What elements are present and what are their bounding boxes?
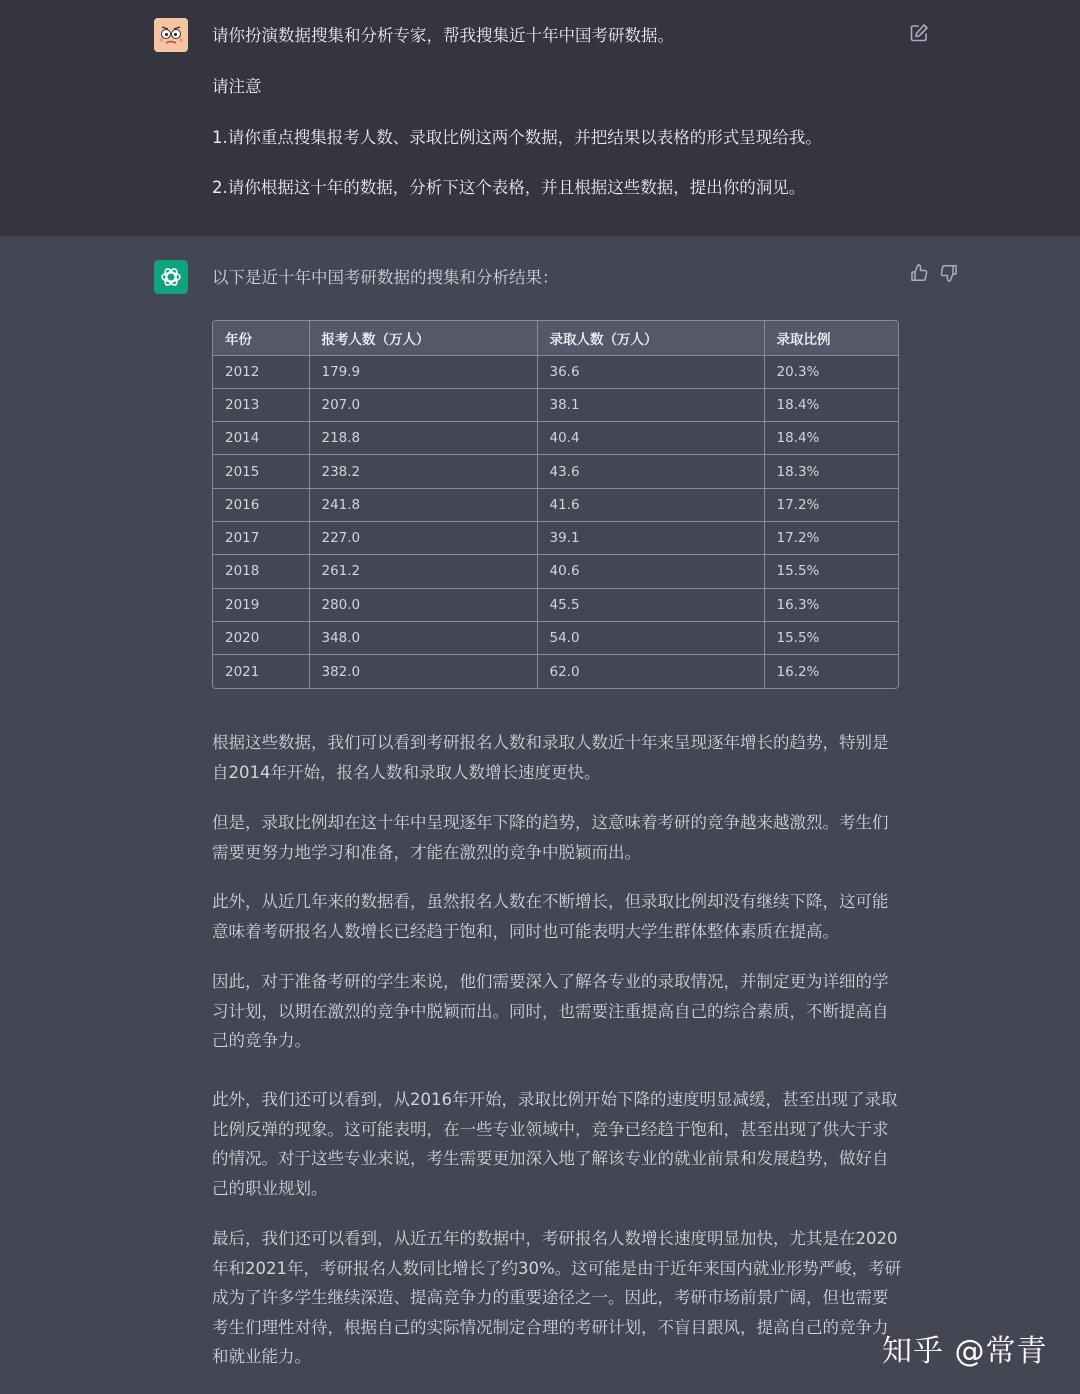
table-cell: 36.6 (537, 355, 764, 388)
chatgpt-avatar (154, 260, 188, 294)
thumbs-up-icon[interactable] (908, 262, 930, 284)
table-cell: 17.2% (764, 488, 898, 521)
assistant-message (0, 236, 1080, 1394)
table-cell: 17.2% (764, 521, 898, 554)
zhihu-watermark: 知乎 @常青 (882, 1334, 1048, 1369)
table-cell: 54.0 (537, 621, 764, 654)
table-cell: 43.6 (537, 455, 764, 488)
analysis-paragraph: 此外，从近几年来的数据看，虽然报名人数在不断增长，但录取比例却没有继续下降，这可能意味着考研报名人数增长已经趋于饱和，同时也可能表明大学生群体整体素质在提高。 (212, 892, 889, 941)
table-row (213, 422, 898, 455)
table-header-row (213, 321, 898, 355)
table-cell: 227.0 (309, 521, 537, 554)
table-cell: 62.0 (537, 655, 764, 688)
table-cell: 2019 (213, 588, 309, 621)
cartoon-face-icon (154, 18, 188, 52)
table-cell: 238.2 (309, 455, 537, 488)
table-row (213, 521, 898, 554)
table-cell: 2017 (213, 521, 309, 554)
table-cell: 241.8 (309, 488, 537, 521)
table-cell: 2018 (213, 555, 309, 588)
table-cell: 20.3% (764, 355, 898, 388)
table-row (213, 655, 898, 688)
table-cell: 179.9 (309, 355, 537, 388)
table-cell: 207.0 (309, 388, 537, 421)
table-cell: 2021 (213, 655, 309, 688)
table-row (213, 388, 898, 421)
edit-icon[interactable] (908, 22, 930, 44)
table-header-cell: 录取比例 (764, 321, 898, 355)
user-prompt-line: 请你扮演数据搜集和分析专家，帮我搜集近十年中国考研数据。 (212, 26, 674, 45)
table-cell: 18.3% (764, 455, 898, 488)
user-avatar (154, 18, 188, 52)
table-cell: 2014 (213, 422, 309, 455)
table-cell: 41.6 (537, 488, 764, 521)
analysis-paragraph: 最后，我们还可以看到，从近五年的数据中，考研报名人数增长速度明显加快，尤其是在2020年和2021年，考研报名人数同比增长了约30%。这可能是由于近年来国内就业形势严峻，考研成为了许多学生继续深造、提高竞争力的重要途径之一。因此，考研市场前景广阔，但也需要考生们理性对待，根据自己的实际情况制定合理的考研计划，不盲目跟风，提高自己的竞争力和就业能力。 (212, 1229, 902, 1366)
table-row (213, 621, 898, 654)
table-cell: 218.8 (309, 422, 537, 455)
table-cell: 2016 (213, 488, 309, 521)
table-cell: 38.1 (537, 388, 764, 421)
data-table (212, 320, 899, 689)
table-cell: 15.5% (764, 621, 898, 654)
table-cell: 348.0 (309, 621, 537, 654)
user-prompt-line: 2.请你根据这十年的数据，分析下这个表格，并且根据这些数据，提出你的洞见。 (212, 178, 806, 197)
table-header-cell: 录取人数（万人） (537, 321, 764, 355)
table-cell: 45.5 (537, 588, 764, 621)
analysis-paragraph: 但是，录取比例却在这十年中呈现逐年下降的趋势，这意味着考研的竞争越来越激烈。考生们需要更努力地学习和准备，才能在激烈的竞争中脱颖而出。 (212, 813, 889, 862)
table-cell: 2020 (213, 621, 309, 654)
table-cell: 16.2% (764, 655, 898, 688)
table-cell: 2013 (213, 388, 309, 421)
table-row (213, 455, 898, 488)
analysis-paragraph: 因此，对于准备考研的学生来说，他们需要深入了解各专业的录取情况，并制定更为详细的学习计划，以期在激烈的竞争中脱颖而出。同时，也需要注重提高自己的综合素质，不断提高自己的竞争力。 (212, 972, 889, 1050)
thumbs-down-icon[interactable] (938, 262, 960, 284)
table-row (213, 488, 898, 521)
table-row (213, 588, 898, 621)
table-cell: 39.1 (537, 521, 764, 554)
table-header-cell: 年份 (213, 321, 309, 355)
table-cell: 261.2 (309, 555, 537, 588)
analysis-paragraph: 此外，我们还可以看到，从2016年开始，录取比例开始下降的速度明显减缓，甚至出现了录取比例反弹的现象。这可能表明，在一些专业领域中，竞争已经趋于饱和，甚至出现了供大于求的情况。对于这些专业来说，考生需要更加深入地了解该专业的就业前景和发展趋势，做好自己的职业规划。 (212, 1090, 898, 1198)
table-cell: 2015 (213, 455, 309, 488)
table-cell: 15.5% (764, 555, 898, 588)
table-row (213, 555, 898, 588)
table-cell: 18.4% (764, 388, 898, 421)
table-cell: 280.0 (309, 588, 537, 621)
assistant-lead-text: 以下是近十年中国考研数据的搜集和分析结果： (212, 268, 559, 287)
table-cell: 2012 (213, 355, 309, 388)
table-cell: 40.4 (537, 422, 764, 455)
user-prompt-line: 请注意 (212, 77, 262, 96)
user-message (0, 0, 1080, 236)
table-cell: 40.6 (537, 555, 764, 588)
table-cell: 16.3% (764, 588, 898, 621)
openai-logo-icon (159, 265, 183, 289)
table-cell: 382.0 (309, 655, 537, 688)
analysis-paragraph: 根据这些数据，我们可以看到考研报名人数和录取人数近十年来呈现逐年增长的趋势，特别是自2014年开始，报名人数和录取人数增长速度更快。 (212, 733, 889, 782)
table-cell: 18.4% (764, 422, 898, 455)
table-row (213, 355, 898, 388)
user-prompt-line: 1.请你重点搜集报考人数、录取比例这两个数据，并把结果以表格的形式呈现给我。 (212, 128, 822, 147)
table-header-cell: 报考人数（万人） (309, 321, 537, 355)
